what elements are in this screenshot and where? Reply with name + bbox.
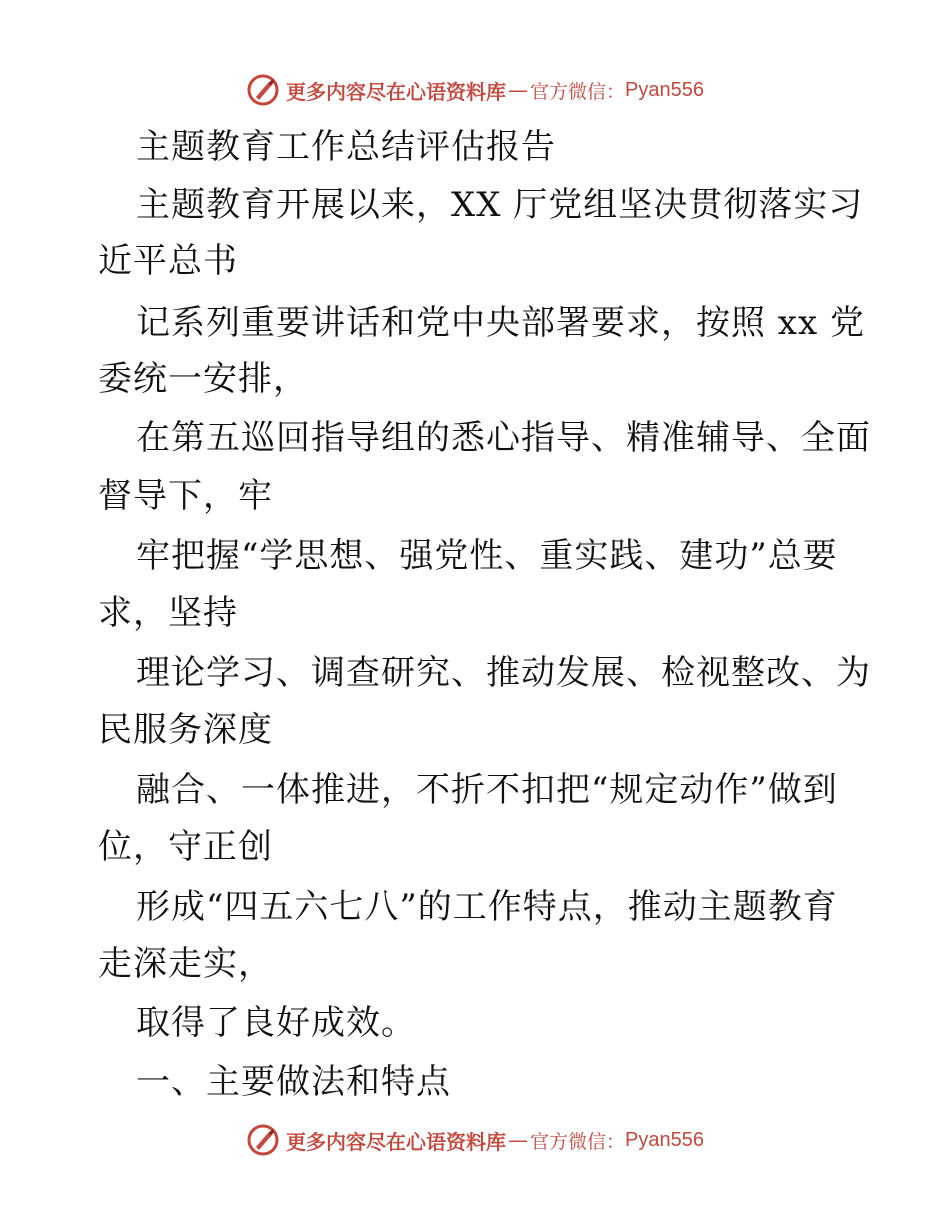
watermark-separator: —: [508, 1128, 528, 1152]
paragraph-line: 形成“四五六七八”的工作特点，推动主题教育: [136, 887, 838, 927]
paragraph-line: 取得了良好成效。: [136, 1003, 416, 1043]
paragraph-line: 走深走实，: [98, 944, 273, 984]
paragraph-line: 在第五巡回指导组的悉心指导、精准辅导、全面: [136, 418, 871, 458]
watermark-separator: —: [508, 78, 528, 102]
paragraph-line: 近平总书: [98, 241, 238, 281]
paragraph-line: 位，守正创: [98, 827, 273, 867]
paragraph-line: 民服务深度: [98, 710, 273, 750]
pen-nib-logo-icon: [246, 73, 280, 107]
header-watermark: [0, 70, 950, 110]
watermark-wechat-label: 官方微信：: [530, 1130, 626, 1153]
paragraph-line: 融合、一体推进，不折不扣把“规定动作”做到: [136, 770, 838, 810]
paragraph-line: 主题教育开展以来，XX 厅党组坚决贯彻落实习: [136, 185, 864, 225]
watermark-wechat-id: Pyan556: [625, 78, 704, 101]
document-title: 主题教育工作总结评估报告: [136, 127, 556, 167]
paragraph-line: 理论学习、调查研究、推动发展、检视整改、为: [136, 653, 871, 693]
footer-watermark: [0, 1120, 950, 1160]
paragraph-line: 牢把握“学思想、强党性、重实践、建功”总要: [136, 536, 838, 576]
paragraph-line: 督导下，牢: [98, 476, 273, 516]
watermark-wechat-id: Pyan556: [625, 1128, 704, 1151]
pen-nib-logo-icon: [246, 1123, 280, 1157]
watermark-text: 更多内容尽在心语资料库: [286, 1129, 506, 1154]
watermark-text: 更多内容尽在心语资料库: [286, 79, 506, 104]
paragraph-line: 委统一安排，: [98, 359, 308, 399]
paragraph-line: 记系列重要讲话和党中央部署要求，按照 xx 党: [136, 303, 865, 343]
paragraph-line: 求，坚持: [98, 593, 238, 633]
section-heading: 一、主要做法和特点: [136, 1062, 451, 1102]
watermark-wechat-label: 官方微信：: [530, 80, 626, 103]
